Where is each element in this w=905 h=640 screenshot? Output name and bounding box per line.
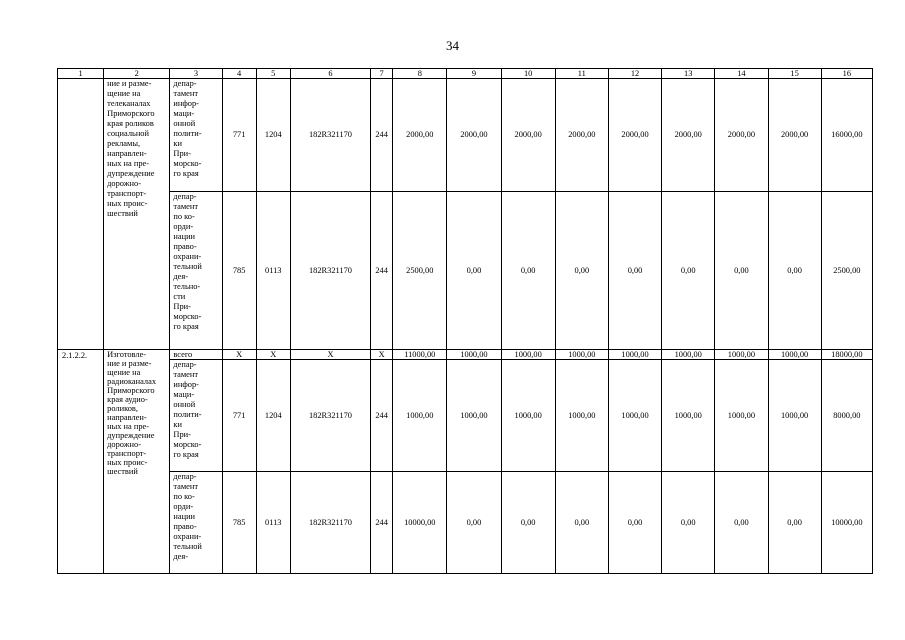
text-line: полити- xyxy=(173,129,202,138)
department-cell xyxy=(170,472,222,574)
grbs-cell: X xyxy=(222,350,256,360)
text-line: тельно- xyxy=(173,282,201,291)
value-cell: 2000,00 xyxy=(608,79,661,192)
value-cell: 1000,00 xyxy=(501,350,555,360)
value-cell: 1000,00 xyxy=(447,360,501,472)
text-line: морско- xyxy=(173,159,202,168)
value-cell: 1000,00 xyxy=(608,360,661,472)
total-label-cell: всего xyxy=(170,350,222,360)
department-cell xyxy=(170,192,222,350)
text-line: ных проис- xyxy=(107,199,148,208)
text-line: ки xyxy=(173,139,182,148)
total-value-cell: 8000,00 xyxy=(821,360,872,472)
column-number-header: 15 xyxy=(768,69,821,79)
text-line: рекламы, xyxy=(107,139,141,148)
text-line: маци- xyxy=(173,109,195,118)
value-cell: 1000,00 xyxy=(768,350,821,360)
column-number-header: 12 xyxy=(608,69,661,79)
text-line: социальной xyxy=(107,129,149,138)
text-line: тельной xyxy=(173,542,202,551)
page-number: 34 xyxy=(446,38,459,53)
text-line: Приморского xyxy=(107,109,155,118)
text-line: шествий xyxy=(107,209,138,218)
text-line: дорожно- xyxy=(107,179,142,188)
column-number-header: 8 xyxy=(393,69,447,79)
value-cell: 11000,00 xyxy=(393,350,447,360)
description-cell xyxy=(104,350,170,574)
column-number-header: 6 xyxy=(290,69,370,79)
grbs-cell: 771 xyxy=(222,79,256,192)
text-line: транспорт- xyxy=(107,189,147,198)
text-line: право- xyxy=(173,242,197,251)
text-line: края роликов xyxy=(107,119,154,128)
text-line: онной xyxy=(173,119,196,128)
code-cell: 2.1.2.2. xyxy=(58,350,104,574)
text-line: нации xyxy=(173,232,196,241)
value-cell: 1000,00 xyxy=(662,360,715,472)
column-number-header: 3 xyxy=(170,69,222,79)
value-cell: 0,00 xyxy=(715,472,768,574)
text-line: направлен- xyxy=(107,149,147,158)
column-number-header: 1 xyxy=(58,69,104,79)
text-line: полити- xyxy=(173,410,202,419)
value-cell: 1000,00 xyxy=(768,360,821,472)
table-row xyxy=(58,350,873,360)
target-article-cell: 182R321170 xyxy=(290,360,370,472)
value-cell: 1000,00 xyxy=(662,350,715,360)
section-cell: 1204 xyxy=(256,360,290,472)
column-number-header: 10 xyxy=(501,69,555,79)
section-cell: 0113 xyxy=(256,472,290,574)
text-line: орди- xyxy=(173,222,194,231)
value-cell: 2000,00 xyxy=(447,79,501,192)
column-number-header: 14 xyxy=(715,69,768,79)
expense-type-cell: 244 xyxy=(371,79,393,192)
text-line: дея- xyxy=(173,552,189,561)
text-line: морско- xyxy=(173,312,202,321)
text-line: шествий xyxy=(107,467,138,476)
column-number-header: 5 xyxy=(256,69,290,79)
value-cell: 10000,00 xyxy=(393,472,447,574)
text-line: го края xyxy=(173,450,199,459)
text-line: ных проис- xyxy=(107,458,148,467)
text-line: тельной xyxy=(173,262,202,271)
value-cell: 1000,00 xyxy=(608,350,661,360)
section-cell: 0113 xyxy=(256,192,290,350)
text-line: тамент xyxy=(173,370,199,379)
text-line: тамент xyxy=(173,202,199,211)
target-article-cell: 182R321170 xyxy=(290,79,370,192)
value-cell: 2500,00 xyxy=(393,192,447,350)
text-line: охрани- xyxy=(173,252,202,261)
text-line: ных на пре- xyxy=(107,422,150,431)
text-line: дупреждение xyxy=(107,169,155,178)
value-cell: 0,00 xyxy=(608,192,661,350)
grbs-cell: 785 xyxy=(222,192,256,350)
text-line: онной xyxy=(173,400,196,409)
text-line: го края xyxy=(173,169,199,178)
total-value-cell: 18000,00 xyxy=(821,350,872,360)
text-line: депар- xyxy=(173,360,197,369)
value-cell: 2000,00 xyxy=(662,79,715,192)
text-line: Изготовле- xyxy=(107,350,147,359)
text-line: депар- xyxy=(173,472,197,481)
section-cell: X xyxy=(256,350,290,360)
column-number-header: 9 xyxy=(447,69,501,79)
table-row xyxy=(58,472,873,574)
value-cell: 1000,00 xyxy=(447,350,501,360)
value-cell: 0,00 xyxy=(447,192,501,350)
value-cell: 0,00 xyxy=(662,192,715,350)
column-number-header: 4 xyxy=(222,69,256,79)
text-line: тамент xyxy=(173,482,199,491)
section-cell: 1204 xyxy=(256,79,290,192)
text-line: щение на xyxy=(107,89,141,98)
target-article-cell: 182R321170 xyxy=(290,192,370,350)
text-line: радиоканалах xyxy=(107,377,157,386)
value-cell: 0,00 xyxy=(608,472,661,574)
target-article-cell: 182R321170 xyxy=(290,472,370,574)
value-cell: 0,00 xyxy=(715,192,768,350)
text-line: депар- xyxy=(173,79,197,88)
value-cell: 1000,00 xyxy=(555,350,608,360)
text-line: по ко- xyxy=(173,492,195,501)
department-cell xyxy=(170,79,222,192)
value-cell: 0,00 xyxy=(555,192,608,350)
text-line: морско- xyxy=(173,440,202,449)
value-cell: 0,00 xyxy=(501,472,555,574)
column-number-header: 11 xyxy=(555,69,608,79)
expense-type-cell: 244 xyxy=(371,472,393,574)
expense-type-cell: 244 xyxy=(371,192,393,350)
value-cell: 1000,00 xyxy=(501,360,555,472)
value-cell: 0,00 xyxy=(501,192,555,350)
text-line: депар- xyxy=(173,192,197,201)
text-line: телеканалах xyxy=(107,99,151,108)
expense-type-cell: X xyxy=(371,350,393,360)
text-line: роликов, xyxy=(107,404,138,413)
value-cell: 0,00 xyxy=(555,472,608,574)
text-line: При- xyxy=(173,149,191,158)
text-line: охрани- xyxy=(173,532,202,541)
value-cell: 2000,00 xyxy=(393,79,447,192)
table-row xyxy=(58,192,873,350)
text-line: щение на xyxy=(107,368,141,377)
value-cell: 0,00 xyxy=(768,472,821,574)
text-line: право- xyxy=(173,522,197,531)
text-line: При- xyxy=(173,430,191,439)
value-cell: 1000,00 xyxy=(393,360,447,472)
target-article-cell: X xyxy=(290,350,370,360)
text-line: направлен- xyxy=(107,413,147,422)
text-line: дупреждение xyxy=(107,431,155,440)
text-line: сти xyxy=(173,292,186,301)
value-cell: 1000,00 xyxy=(555,360,608,472)
text-line: дея- xyxy=(173,272,189,281)
text-line: ние и разме- xyxy=(107,79,152,88)
value-cell: 2000,00 xyxy=(555,79,608,192)
value-cell: 0,00 xyxy=(662,472,715,574)
text-line: орди- xyxy=(173,502,194,511)
text-line: инфор- xyxy=(173,380,199,389)
text-line: дорожно- xyxy=(107,440,142,449)
value-cell: 2000,00 xyxy=(501,79,555,192)
grbs-cell: 785 xyxy=(222,472,256,574)
text-line: ние и разме- xyxy=(107,359,152,368)
text-line: Приморского xyxy=(107,386,155,395)
text-line: ных на пре- xyxy=(107,159,150,168)
text-line: края аудио- xyxy=(107,395,148,404)
total-value-cell: 10000,00 xyxy=(821,472,872,574)
text-line: по ко- xyxy=(173,212,195,221)
text-line: нации xyxy=(173,512,196,521)
text-line: транспорт- xyxy=(107,449,147,458)
table-row xyxy=(58,79,873,192)
text-line: тамент xyxy=(173,89,199,98)
department-cell xyxy=(170,360,222,472)
value-cell: 1000,00 xyxy=(715,350,768,360)
expense-type-cell: 244 xyxy=(371,360,393,472)
column-number-header: 16 xyxy=(821,69,872,79)
value-cell: 2000,00 xyxy=(768,79,821,192)
code-cell xyxy=(58,79,104,350)
text-line: маци- xyxy=(173,390,195,399)
value-cell: 0,00 xyxy=(768,192,821,350)
text-line: ки xyxy=(173,420,182,429)
column-number-row xyxy=(58,69,873,79)
text-line: го края xyxy=(173,322,199,331)
column-number-header: 7 xyxy=(371,69,393,79)
text-line: При- xyxy=(173,302,191,311)
value-cell: 0,00 xyxy=(447,472,501,574)
text-line: инфор- xyxy=(173,99,199,108)
total-value-cell: 2500,00 xyxy=(821,192,872,350)
column-number-header: 2 xyxy=(104,69,170,79)
total-value-cell: 16000,00 xyxy=(821,79,872,192)
value-cell: 1000,00 xyxy=(715,360,768,472)
budget-table xyxy=(57,68,873,574)
description-cell xyxy=(104,79,170,350)
table-row xyxy=(58,360,873,472)
column-number-header: 13 xyxy=(662,69,715,79)
value-cell: 2000,00 xyxy=(715,79,768,192)
grbs-cell: 771 xyxy=(222,360,256,472)
